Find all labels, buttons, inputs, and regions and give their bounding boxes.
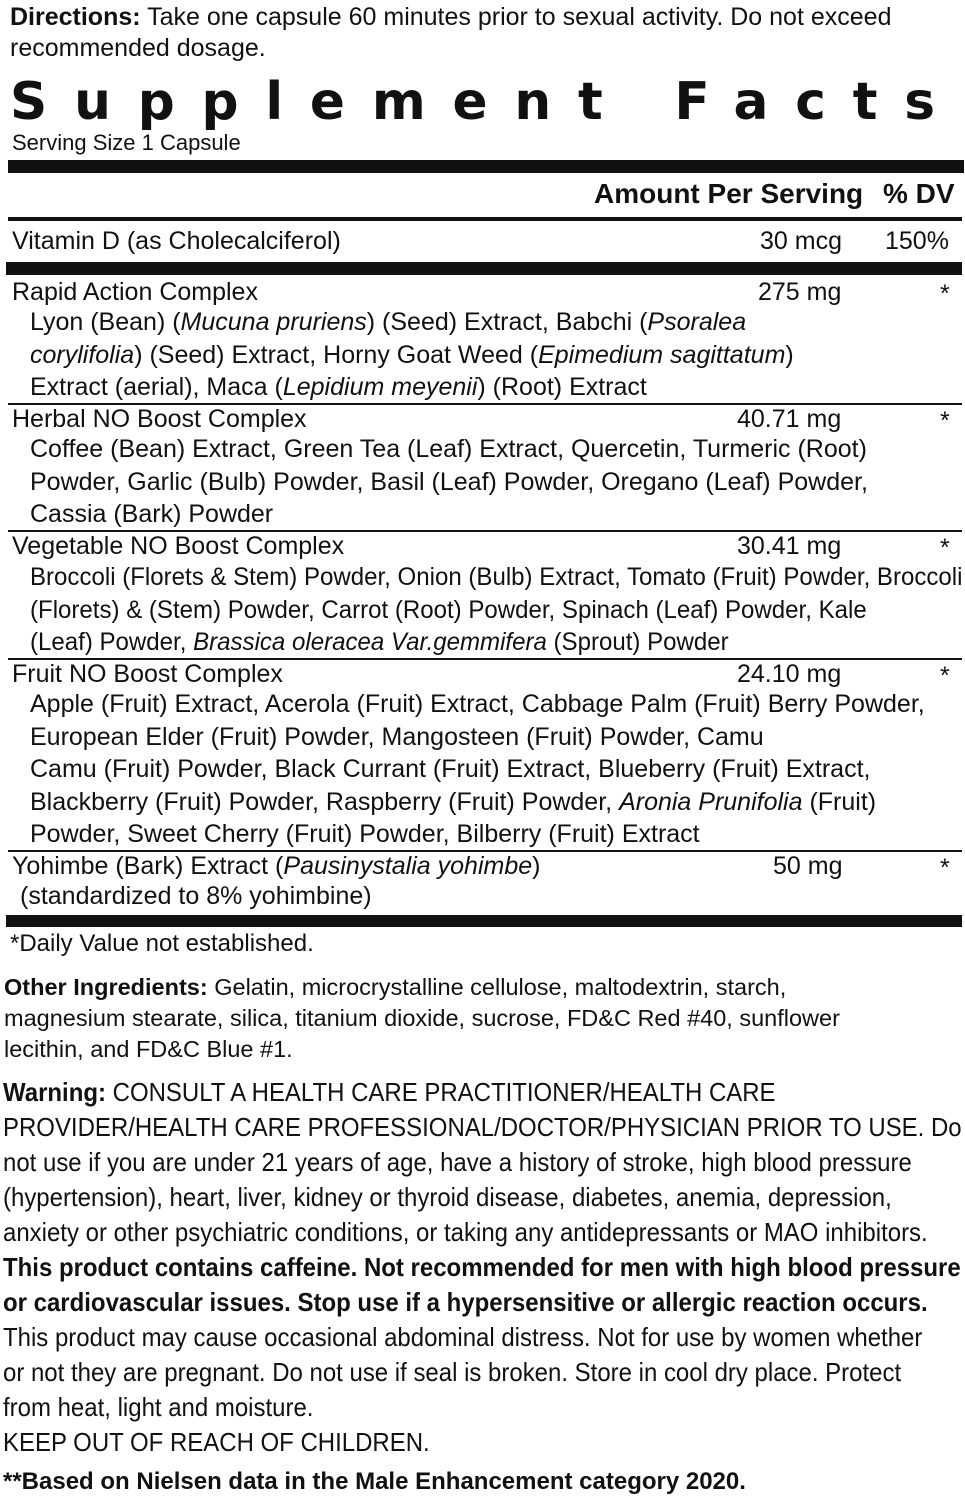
text: magnesium stearate, silica, titanium dioxide, sucrose, FD&C Red #40, sunflower: [4, 1005, 840, 1031]
other-ingredients-label: Other Ingredients:: [4, 974, 208, 1000]
text: Blackberry (Fruit) Powder, Raspberry (Fruit) Powder,: [30, 787, 620, 816]
yohimbe-standardization: (standardized to 8% yohimbine): [20, 882, 372, 910]
caffeine-warning: or cardiovascular issues. Stop use if a hypersensitive or allergic reaction occurs.: [3, 1287, 928, 1317]
text: KEEP OUT OF REACH OF CHILDREN.: [3, 1427, 430, 1457]
vitamin-d-amount: 30 mcg: [760, 227, 842, 255]
text: Camu (Fruit) Powder, Black Currant (Fruit) Extract, Blueberry (Fruit) Extract,: [30, 755, 871, 783]
directions: [10, 2, 891, 64]
vegetable-complex-name: Vegetable NO Boost Complex: [12, 532, 345, 560]
text: anxiety or other psychiatric conditions, or taking any antidepressants or MAO inhibitors.: [3, 1217, 928, 1247]
dv-header: % DV: [883, 178, 955, 209]
header-rule: [8, 217, 962, 221]
herbal-complex-name: Herbal NO Boost Complex: [12, 405, 307, 433]
text: (hypertension), heart, liver, kidney or thyroid disease, diabetes, anemia, depression,: [3, 1182, 892, 1212]
daily-value-footnote: *Daily Value not established.: [10, 930, 314, 957]
yohimbe-name: [12, 852, 540, 881]
vegetable-complex-ingredients: [30, 561, 962, 659]
latin-name: corylifolia: [30, 340, 135, 369]
text: Extract (aerial), Maca (: [30, 373, 283, 401]
supplement-facts-title: Supplement Facts: [10, 72, 962, 132]
bottom-thick-rule: [6, 915, 962, 927]
vegetable-complex-amount: 30.41 mg: [737, 532, 842, 560]
herbal-complex-ingredients: [30, 433, 868, 531]
directions-text-2: recommended dosage.: [10, 34, 266, 62]
other-ingredients: [4, 972, 840, 1065]
text: PROVIDER/HEALTH CARE PROFESSIONAL/DOCTOR/PHYSICIAN PRIOR TO USE. Do: [3, 1112, 962, 1142]
text: (Leaf) Powder,: [30, 628, 194, 656]
vitamin-d-dv: 150%: [885, 227, 949, 255]
text: or not they are pregnant. Do not use if seal is broken. Store in cool dry place. Protect: [3, 1357, 902, 1387]
text: Powder, Garlic (Bulb) Powder, Basil (Leaf) Powder, Oregano (Leaf) Powder,: [30, 467, 868, 496]
top-thick-rule: [8, 160, 964, 173]
text: Cassia (Bark) Powder: [30, 500, 274, 528]
yohimbe-amount: 50 mg: [773, 852, 843, 880]
latin-name: Brassica oleracea Var.gemmifera: [193, 628, 547, 656]
mid-thick-rule: [6, 262, 962, 275]
caffeine-warning: This product contains caffeine. Not recommended for men with high blood pressure: [3, 1252, 961, 1282]
text: Broccoli (Florets & Stem) Powder, Onion (Bulb) Extract, Tomato (Fruit) Powder, Broccoli: [30, 563, 963, 591]
fruit-complex-ingredients: [30, 688, 925, 851]
directions-label: Directions:: [10, 3, 141, 31]
nielsen-footnote: **Based on Nielsen data in the Male Enhancement category 2020.: [3, 1468, 746, 1495]
latin-name: Aronia Prunifolia: [619, 787, 803, 816]
text: Apple (Fruit) Extract, Acerola (Fruit) Extract, Cabbage Palm (Fruit) Berry Powder,: [30, 690, 925, 718]
text: This product may cause occasional abdominal distress. Not for use by women whether: [3, 1322, 923, 1352]
text: CONSULT A HEALTH CARE PRACTITIONER/HEALTH CARE: [105, 1077, 776, 1107]
latin-name: Pausinystalia yohimbe: [283, 852, 533, 880]
text: Yohimbe (Bark) Extract (: [12, 852, 284, 880]
vegetable-complex-dv: *: [940, 534, 950, 562]
text: European Elder (Fruit) Powder, Mangosteen (Fruit) Powder, Camu: [30, 722, 764, 751]
fruit-complex-dv: *: [940, 662, 950, 690]
amount-per-serving-header: Amount Per Serving: [594, 178, 864, 209]
text: (Florets) & (Stem) Powder, Carrot (Root) Powder, Spinach (Leaf) Powder, Kale: [30, 595, 867, 624]
yohimbe-dv: *: [940, 854, 950, 882]
rapid-action-dv: *: [940, 280, 950, 308]
directions-text-1: Take one capsule 60 minutes prior to sexual activity. Do not exceed: [140, 3, 892, 31]
text: (Sprout) Powder: [546, 628, 729, 656]
fruit-complex-amount: 24.10 mg: [737, 660, 842, 688]
warning-label: Warning:: [3, 1077, 106, 1107]
text: (Fruit): [802, 787, 877, 816]
text: ) (Seed) Extract, Horny Goat Weed (: [134, 340, 539, 369]
text: ) (Root) Extract: [477, 373, 647, 401]
vitamin-d-name: Vitamin D (as Cholecalciferol): [12, 227, 341, 255]
text: ): [532, 852, 541, 880]
text: from heat, light and moisture.: [3, 1392, 314, 1422]
herbal-complex-amount: 40.71 mg: [737, 405, 842, 433]
text: ): [785, 340, 794, 369]
latin-name: Epimedium sagittatum: [538, 340, 786, 369]
serving-size: Serving Size 1 Capsule: [12, 130, 241, 155]
text: Lyon (Bean) (: [30, 308, 181, 336]
text: Gelatin, microcrystalline cellulose, maltodextrin, starch,: [207, 974, 787, 1000]
text: Powder, Sweet Cherry (Fruit) Powder, Bilberry (Fruit) Extract: [30, 820, 700, 848]
latin-name: Mucuna pruriens: [180, 308, 367, 336]
rapid-action-ingredients: [30, 306, 794, 404]
latin-name: Lepidium meyenii: [282, 373, 478, 401]
herbal-complex-dv: *: [940, 407, 950, 435]
latin-name: Psoralea: [647, 308, 747, 336]
rapid-action-amount: 275 mg: [758, 278, 842, 306]
fruit-complex-name: Fruit NO Boost Complex: [12, 660, 283, 688]
warning-block: [3, 1075, 962, 1460]
text: ) (Seed) Extract, Babchi (: [366, 308, 648, 336]
text: not use if you are under 21 years of age, have a history of stroke, high blood pressure: [3, 1147, 912, 1177]
text: lecithin, and FD&C Blue #1.: [4, 1036, 293, 1062]
rapid-action-name: Rapid Action Complex: [12, 278, 258, 306]
text: Coffee (Bean) Extract, Green Tea (Leaf) Extract, Quercetin, Turmeric (Root): [30, 435, 867, 463]
